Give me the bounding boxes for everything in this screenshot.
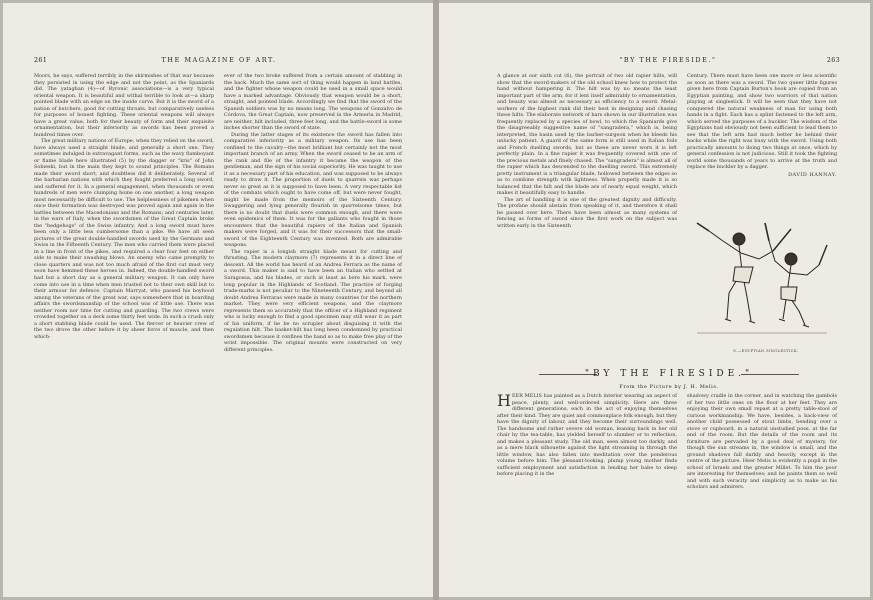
left-column-1 (34, 73, 214, 340)
article-title: "BY THE FIRESIDE." (584, 369, 754, 379)
right-running-header (497, 56, 840, 64)
paragraph (497, 393, 677, 478)
right-running-head: "BY THE FIRESIDE." (619, 56, 717, 64)
singlestick-figures-image (687, 201, 837, 351)
left-running-head: THE MAGAZINE OF ART. (161, 56, 277, 64)
right-column-1 (497, 73, 677, 229)
paragraph: Moors, he says, suffered terribly in the skirmishes of that war because they persisted in using the edge and not the point, as the Spaniards did. The yataghan (4)—of Byronic associations—is a very typical oriental weapon. It is beautiful and withal terrible to look at—a sharp pointed blade with an edge on the inside curve. But it is the sword of a nation of butchers, good for cutting throats, but comparatively useless for purposes of honest fighting. These oriental weapons will always have a great value, both for their beauty of form and their exquisite ornamentation, but their inferiority as swords has been proved a hundred times over. (34, 73, 214, 138)
left-page-number: 261 (34, 56, 48, 64)
paragraph: A glance at our sixth cut (6), the portrait of two old rapier hilts, will show that the sword-makers of the old school knew how to protect the hand without hampering it. The hilt was by no means the least important part of the arm, for it lent itself admirably to ornamentation, and beauty was almost as necessary as efficiency to a sword. Metal-workers of the highest rank did their best in designing and chasing these hilts. The elaborate network of bars shown in our illustration was frequently replaced by a species of bowl, to which the Spaniards give the disagreeably suggestive name of "sangradera," which is, being interpreted, the basin used by the barber-surgeon when he bleeds his unlucky patient. A guard of the same form is still used in Italian foils and French duelling swords, but as these are never worn it is left perfectly plain. In a fine rapier it was frequently covered with one of the precious metals and finely chased. The "sangradera" is almost all of the rapier which has descended to the duelling sword. This extremely pretty instrument is a triangular blade, hollowed between the edges so as to combine strength with lightness. When properly made it is so balanced that the hilt and the blade are of nearly equal weight, which makes it beautifully easy to handle. (497, 73, 677, 197)
right-page-number: 263 (826, 56, 840, 64)
article-subtitle: From the Picture by J. H. Melis. (619, 384, 719, 390)
left-column-2 (224, 73, 402, 353)
paragraph: The great military nations of Europe, when they relied on the sword, have always used a straight blade, and generally a short one. They sometimes indulged in extravagant forms, such as the wavy flamboyant or flame blade here illustrated (5) by the dagger or "kris" of John Sobieski, but in the main they kept to sound principles. The Romans made their sword short, and doubtless did it deliberately. Several of the barbarian nations with which they fought preferred a long sword, and suffered for it. In a general engagement, when thousands or even hundreds of men were clumping home on one another, a long weapon most necessarily be difficult to use. The helplessness of pikemen when once their formation was destroyed was proved again and again in the battles between the Macedonians and the Romans; and centuries later, in the wars of Italy, when the swordsmen of the Great Captain broke the "hedgehogs" of the Swiss infantry. And a long sword must have been only a little less cumbersome than a pike. We have all seen pictures of the great double-handled swords used by the Germans and Swiss in the Fifteenth Century. The men who carried them were placed in a line in front of the pikes, and required a clear four feet on either side to make their swashing blows. An enemy who came promptly to close quarters and was not too much afraid of the first cut must very soon have hemmed these heroes in. Indeed, the double-handled sword had but a short day as a general military weapon. It can only have come into use in a time when men trusted not to their own skill but to their armour for defence. Captain Marryat, who passed his boyhood among the veterans of the great war, says somewhere that in boarding affairs the swordsmanship of the school was of little use. There was neither room nor time for cutting and guarding. The two crews were crowded together on a deck some thirty feet wide. In such a crush only a short stabbing blade could be used. The fiercer or heavier crew of the two drove the other before it by sheer force of muscle, and then which- (34, 138, 214, 340)
paragraph: Century. There must have been one more or less scientific as soon as there was a sword. The two queer little figures given here from Captain Burton's book are copied from an Egyptian painting, and show two warriors of that nation playing at singlestick. It will be seen that they have not conquered the natural weakness of man for using both hands in a fight. Each has a splint fastened to the left arm, which served the purposes of a buckler. The wisdom of the Egyptians had obviously not been sufficient to lead them to see that the left arm had much better be behind their backs while the right was busy with the sword. Using both practically amounts to doing two things at once, which by general confession is not judicious. Still it took the fighting world some thousands of years to arrive at the truth and replace the buckler by a dagger. (687, 73, 837, 171)
right-column-2 (687, 73, 837, 178)
author-signature: DAVID HANNAY. (788, 171, 837, 178)
egyptian-singlestick-illustration (687, 201, 837, 356)
paragraph: The art of handling it is one of the greatest dignity and difficulty. The profane should abstain from speaking of it, and therefore it shall be passed over here. There have been almost as many systems of fencing as forms of sword since the first work on the subject was written early in the Sixteenth (497, 196, 677, 229)
paragraph: During the latter stages of its existence the sword has fallen into comparative inferiority as a military weapon. Its use has been confined to the cavalry—the most brilliant but certainly not the most important branch of an army. When the sword ceased to be an arm of the rank and file of the infantry it became the weapon of the gentleman, and the sign of his social superiority. He was taught to use it as a necessary part of his education, and was supposed to be always ready to draw it. The proportion of duels to quarrels was perhaps never so great as it is supposed to have been. A very respectable list of the combats which ought to have come off, but were never fought, might be made from the memoirs of the Sixteenth Century. Swaggering and lying generally flourish in quarrelsome times, but there is no doubt that duels were common enough, and there were even epidemics of them. It was for the gallants who fought in those encounters that the beautiful rapiers of the Italian and Spanish makers were forged, and it was for their successors that the small-sword of the Eighteenth Century was invented. Both are admirable weapons. (224, 131, 402, 249)
article-column-1 (497, 393, 677, 478)
article-text: EER MELIS has painted as a Dutch interior wearing an aspect of peace, plenty, and well-ordered simplicity. Here are three different generations, each in the act of enjoying themselves after their kind. They are quiet and commonplace folk enough, but they have the dignity of labour, and they become their surroundings well. The handsome and rather severe old woman, leaning back in her old chair by the tea-table, has yielded herself to slumber or to reflection, and makes a pleasant study. The old man, seen almost too darkly, and as a mere black silhouette against the light streaming in through the little window, has also fallen into meditation over the ponderous volume before him. The pleasant-looking, plump young mother finds sufficient employment and satisfaction in lending her babe to sleep before placing it in the (497, 393, 677, 478)
paragraph: shadowy cradle in the corner, and in watching the gambols of her two little ones on the floor at her feet. They are enjoying their own small repast at a pretty table-stool of curious workmanship. We have, besides, a back-view of another child possessed of stout limbs, bending over a stove or cupboard, in a natural unstudied pose, at the far end of the room. But the details of the room and its furniture are pervaded by a good deal of mystery, for though the sun streams in, the window is small, and the ground shadows fall darkly and heavily, except in the centre of the picture. Heer Melis is evidently a pupil in the school of Israels and the greater Millet. To him the poor are interesting for themselves; and he paints them so well and with such veracity and simplicity as to make us his scholars and admirers. (687, 393, 837, 491)
paragraph: The rapier is a longish straight blade meant for cutting and thrusting. The modern claymore (7) represents it in a direct line of descent. All the world has heard of an Andrea Ferrara as the name of a sword. This maker is said to have been an Italian who settled at Saragossa, and his blades, or such at least as bore his mark, were long popular in the Highlands of Scotland. The practice of forging trade-marks is not peculiar to the Nineteenth Century, and beyond all doubt Andrea Ferraras were made in many countries for the northern market. They were very efficient weapons, and the claymore represents them so accurately that the officer of a Highland regiment who is lucky enough to find a good specimen may still wear it as part of his uniform, if he be no scrupler about disguising it with the regulation hilt. The basket-hilt has long been condemned by practical swordsmen because it confines the hand so as to make free play of the wrist impossible. The original mounts were constructed on very different principles. (224, 248, 402, 353)
left-page (3, 3, 433, 597)
article-column-2 (687, 393, 837, 491)
paragraph: ever of the two broke suffered from a certain amount of stabbing in the back. Much the same sort of thing would happen in land battles, and the fighter whose weapon could be used in a small space would have a marked advantage. Obviously that weapon would be a short, straight, and pointed blade. Accordingly we find that the sword of the Spanish soldiers was by no means long. The weapons of Gonzalvo de Córdova, the Great Captain, now preserved in the Armeria in Madrid, are neither, hilt included, three feet long, and the battle-sword is some inches shorter than the sword of state. (224, 73, 402, 132)
figure-caption: 8.—EGYPTIAN SINGLESTICK. (733, 349, 799, 353)
left-running-header (34, 56, 403, 64)
right-page (439, 3, 870, 597)
drop-cap: H (497, 391, 511, 410)
